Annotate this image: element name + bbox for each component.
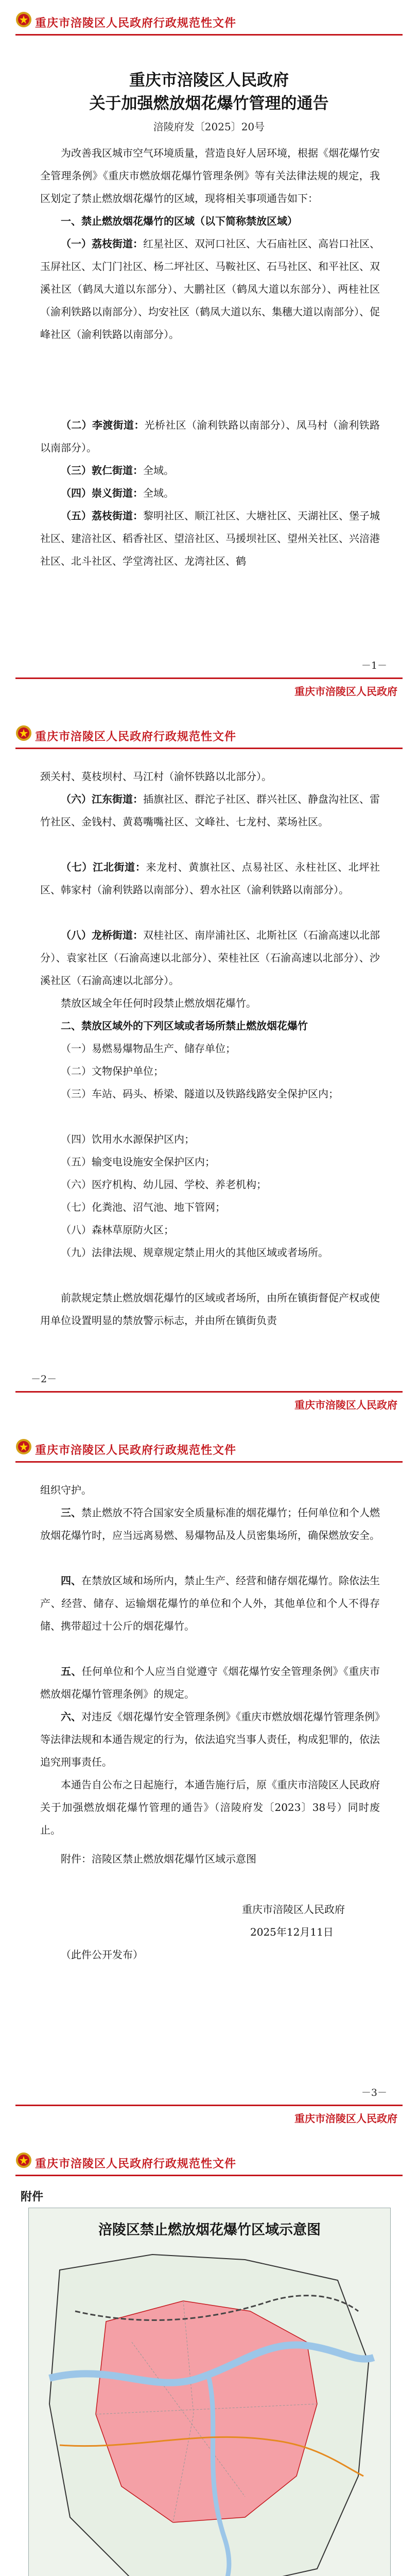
emblem-icon xyxy=(15,1438,32,1455)
page-number: －1－ xyxy=(361,660,387,671)
item-4-text: 全域。 xyxy=(143,487,174,499)
item-7 xyxy=(40,856,380,901)
publication-note: （此件公开发布） xyxy=(61,1948,143,1961)
item-2-label: （二）李渡街道： xyxy=(61,419,145,431)
page-number: －3－ xyxy=(361,2087,387,2098)
section-4-text: 在禁放区域和场所内，禁止生产、经营和储存烟花爆竹。除依法生产、经营、储存、运输烟花爆竹的单位和个人外，其他单位和个人不得存储、携带超过十公斤的烟花爆竹。 xyxy=(40,1574,380,1632)
list-item: （一）易燃易爆物品生产、储存单位； xyxy=(61,1042,236,1055)
page-3 xyxy=(0,1427,418,2138)
section-1-heading: 一、禁止燃放烟花爆竹的区域（以下简称禁放区域） xyxy=(61,215,298,227)
section-5 xyxy=(40,1660,380,1705)
section-2-heading: 二、禁放区域外的下列区域或者场所禁止燃放烟花爆竹 xyxy=(61,1020,308,1032)
header-org: 重庆市涪陵区人民政府行政规范性文件 xyxy=(35,2158,237,2171)
list-item: （九）法律法规、规章规定禁止用火的其他区域或者场所。 xyxy=(61,1246,328,1259)
item-5-label: （五）荔枝街道： xyxy=(61,510,143,522)
map-title: 涪陵区禁止燃放烟花爆竹区域示意图 xyxy=(98,2222,321,2238)
item-5-text: 黎明社区、顺江社区、大塘社区、天湖社区、堡子城社区、建涪社区、稻香社区、望涪社区、马援坝社区、望州关社区、兴涪港社区、北斗社区、学堂湾社区、龙湾社区、鹤 xyxy=(40,510,380,567)
footer-rule xyxy=(15,677,403,679)
warning-sign-paragraph: 前款规定禁止燃放烟花爆竹的区域或者场所，由所在镇街督促产权或使用单位设置明显的禁放警示标志，并由所在镇街负责 xyxy=(40,1292,380,1327)
section-3 xyxy=(40,1501,380,1547)
item-2-text: 光桥社区（渝利铁路以南部分）、凤马村（渝利铁路以南部分）。 xyxy=(40,419,380,454)
section-6-heading: 六、 xyxy=(61,1710,81,1723)
item-6 xyxy=(40,788,380,833)
map-graphic xyxy=(29,2208,390,2576)
item-3-text: 全域。 xyxy=(143,464,174,477)
page-header xyxy=(15,725,403,748)
doc-title-line1: 重庆市涪陵区人民政府 xyxy=(129,71,289,90)
list-item: （二）文物保护单位； xyxy=(61,1065,164,1077)
section-3-heading: 三、 xyxy=(61,1506,81,1519)
page-1 xyxy=(0,0,418,711)
section-6 xyxy=(40,1705,380,1773)
doc-title-line2: 关于加强燃放烟花爆竹管理的通告 xyxy=(89,94,329,113)
page-number: －2－ xyxy=(31,1374,57,1385)
attachment-label: 附件 xyxy=(21,2191,44,2204)
item-8-text: 双桂社区、南岸浦社区、北斯社区（石渝高速以北部分）、袁家社区（石渝高速以北部分）、荣桂社区（石渝高速以北部分）、沙溪社区（石渝高速以北部分）。 xyxy=(40,929,380,987)
header-org: 重庆市涪陵区人民政府行政规范性文件 xyxy=(35,731,237,743)
emblem-icon xyxy=(15,725,32,741)
footer-rule xyxy=(15,2105,403,2106)
item-6-label: （六）江东街道： xyxy=(61,793,143,805)
header-org: 重庆市涪陵区人民政府行政规范性文件 xyxy=(35,17,237,30)
continued-text: 颈关村、莫枝坝村、马江村（渝怀铁路以北部分）。 xyxy=(40,770,272,783)
item-1-text: 红星社区、双河口社区、大石庙社区、高岩口社区、玉屏社区、太门门社区、杨二坪社区、马鞍社区、石马社区、和平社区、双溪社区（鹤凤大道以东部分）、大鹏社区（鹤凤大道以东部分）、两桂社区（渝利铁路以南部分）、均安社区（鹤凤大道以东、集穗大道以南部分）、促峰社区（渝利铁路以南部分）。 xyxy=(40,238,380,341)
footer-rule xyxy=(15,1391,403,1393)
footer-org: 重庆市涪陵区人民政府 xyxy=(294,685,397,698)
footer-org: 重庆市涪陵区人民政府 xyxy=(294,2112,397,2125)
zone-map xyxy=(28,2208,391,2576)
list-item: （三）车站、码头、桥梁、隧道以及铁路线路安全保护区内； xyxy=(61,1088,339,1100)
item-1-label: （一）荔枝街道： xyxy=(61,238,143,250)
header-org: 重庆市涪陵区人民政府行政规范性文件 xyxy=(35,1444,237,1457)
emblem-icon xyxy=(15,11,32,28)
attachment-note: 附件：涪陵区禁止燃放烟花爆竹区域示意图 xyxy=(61,1853,256,1865)
item-6-text: 插旗社区、群沱子社区、群兴社区、静盘沟社区、雷竹社区、金钱村、黄葛嘴嘴社区、文峰社、七龙村、菜场社区。 xyxy=(40,793,380,828)
emblem-icon xyxy=(15,2152,32,2168)
signature-date: 2025年12月11日 xyxy=(250,1926,334,1938)
item-8 xyxy=(40,924,380,992)
item-3 xyxy=(40,459,380,482)
section-4 xyxy=(40,1569,380,1637)
item-7-label: （七）江北街道： xyxy=(61,861,146,873)
footer-org: 重庆市涪陵区人民政府 xyxy=(294,1399,397,1411)
section-5-text: 任何单位和个人应当自觉遵守《烟花爆竹安全管理条例》《重庆市燃放烟花爆竹管理条例》的规定。 xyxy=(40,1665,380,1700)
list-item: （六）医疗机构、幼儿园、学校、养老机构； xyxy=(61,1178,267,1191)
page-header xyxy=(15,1438,403,1461)
header-rule xyxy=(15,2175,403,2176)
item-3-label: （三）敦仁街道： xyxy=(61,464,143,477)
item-1 xyxy=(40,232,380,346)
section-6-text: 对违反《烟花爆竹安全管理条例》《重庆市燃放烟花爆竹管理条例》等法律法规和本通告规定的行为，依法追究当事人责任，构成犯罪的，依法追究刑事责任。 xyxy=(40,1710,380,1768)
section-5-heading: 五、 xyxy=(61,1665,82,1677)
item-8-label: （八）龙桥街道： xyxy=(61,929,143,941)
page-2 xyxy=(0,714,418,1425)
page-header xyxy=(15,2152,403,2175)
intro-paragraph: 为改善我区城市空气环境质量，营造良好人居环境，根据《烟花爆竹安全管理条例》《重庆市燃放烟花爆竹管理条例》等有关法律法规的规定，我区划定了禁止燃放烟花爆竹的区域，现将相关事项通告如下： xyxy=(40,147,380,205)
section-3-text: 禁止燃放不符合国家安全质量标准的烟花爆竹；任何单位和个人燃放烟花爆竹时，应当远离易燃、易爆物品及人员密集场所，确保燃放安全。 xyxy=(40,1506,380,1541)
all-year-note: 禁放区域全年任何时段禁止燃放烟花爆竹。 xyxy=(61,997,256,1009)
doc-number: 涪陵府发〔2025〕20号 xyxy=(153,121,265,133)
signature-org: 重庆市涪陵区人民政府 xyxy=(242,1903,345,1916)
header-rule xyxy=(15,748,403,749)
continued-text: 组织守护。 xyxy=(40,1484,92,1496)
item-2 xyxy=(40,414,380,459)
header-rule xyxy=(15,34,403,36)
list-item: （四）饮用水水源保护区内； xyxy=(61,1133,195,1145)
item-4-label: （四）崇义街道： xyxy=(61,487,143,499)
page-header xyxy=(15,11,403,34)
list-item: （七）化粪池、沼气池、地下管网； xyxy=(61,1201,225,1213)
item-4 xyxy=(40,482,380,504)
page-4 xyxy=(0,2141,418,2576)
list-item: （五）输变电设施安全保护区内； xyxy=(61,1156,215,1168)
item-7-text: 来龙村、黄旗社区、点易社区、永柱社区、北坪社区、韩家村（渝利铁路以南部分）、碧水社区（渝利铁路以南部分）。 xyxy=(40,861,380,896)
effective-date-paragraph: 本通告自公布之日起施行，本通告施行后，原《重庆市涪陵区人民政府关于加强燃放烟花爆竹管理的通告》（涪陵府发〔2023〕38号）同时废止。 xyxy=(40,1778,380,1836)
section-4-heading: 四、 xyxy=(61,1574,81,1587)
item-5 xyxy=(40,504,380,572)
header-rule xyxy=(15,1461,403,1463)
list-item: （八）森林草原防火区； xyxy=(61,1224,174,1236)
